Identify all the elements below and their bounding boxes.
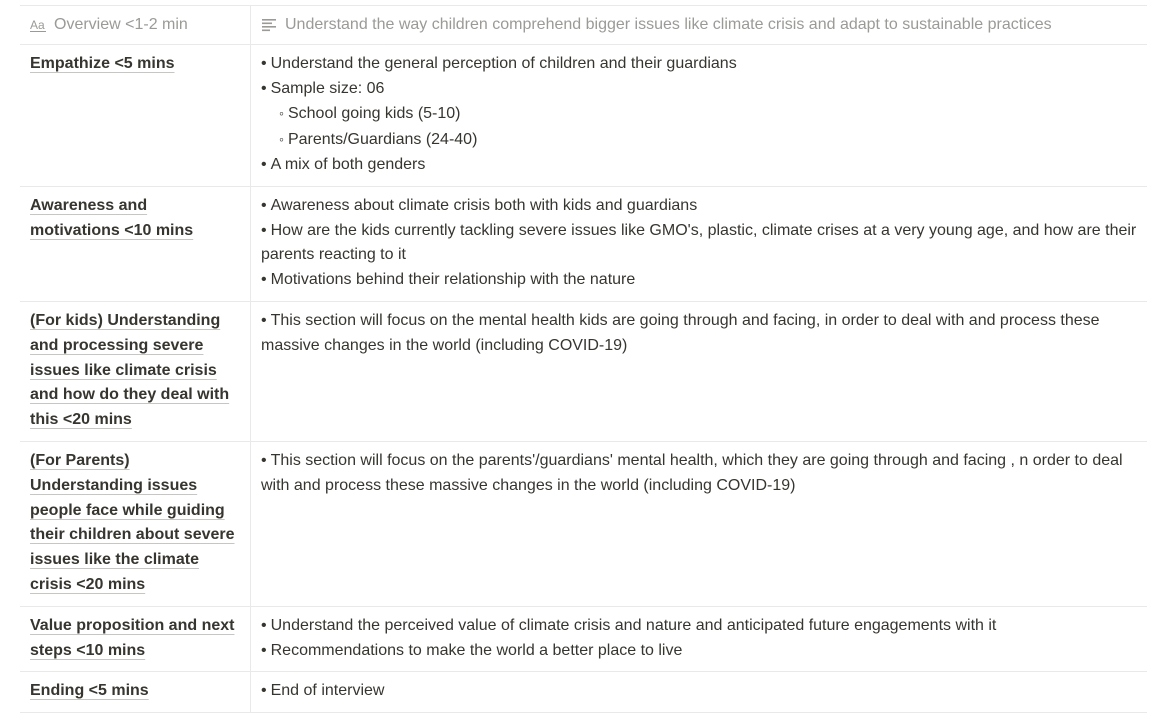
svg-text:Aa: Aa: [30, 18, 45, 33]
bullet-item: [261, 639, 1138, 664]
sub-bullet-item: [261, 101, 1138, 127]
bullet-text: School going kids (5-10): [287, 105, 461, 123]
bullet-item: [261, 77, 1138, 102]
column-header-label: Understand the way children comprehend bigger issues like climate crisis and adapt to sustainable practices: [285, 16, 1052, 33]
bullet-text: Sample size: 06: [270, 79, 385, 97]
bullet-text: Understand the perceived value of climate crisis and nature and anticipated future engagements with it: [270, 616, 997, 634]
column-header-label: Overview <1-2 min: [54, 16, 188, 33]
row-title-cell[interactable]: [20, 187, 251, 301]
table-row[interactable]: [20, 302, 1147, 442]
bullet-text: Motivations behind their relationship with the nature: [270, 271, 636, 289]
row-title-cell[interactable]: [20, 302, 251, 441]
row-title-cell[interactable]: [20, 442, 251, 606]
table-row[interactable]: [20, 672, 1147, 713]
bullet-text: End of interview: [270, 682, 385, 700]
bullet-item: [261, 449, 1138, 499]
row-title-link[interactable]: Empathize <5 mins: [30, 54, 175, 72]
bullet-item: [261, 268, 1138, 293]
row-description-cell[interactable]: [251, 45, 1147, 186]
row-description-cell[interactable]: [251, 672, 1147, 712]
sub-bullet-item: [261, 127, 1138, 153]
table-row[interactable]: [20, 45, 1147, 187]
row-description-cell[interactable]: [251, 187, 1147, 301]
bullet-text: This section will focus on the parents'/guardians' mental health, which they are going through and facing , n order to deal with and process these massive changes in the world (including COVID-19): [261, 451, 1123, 494]
bullet-text: A mix of both genders: [270, 155, 426, 173]
bullet-text: Recommendations to make the world a better place to live: [270, 641, 683, 659]
row-description-cell[interactable]: [251, 607, 1147, 672]
row-title-link[interactable]: Ending <5 mins: [30, 682, 149, 700]
table-row[interactable]: [20, 442, 1147, 607]
column-header-name[interactable]: [20, 6, 251, 44]
bullet-item: [261, 309, 1138, 359]
row-title-cell[interactable]: [20, 607, 251, 672]
row-title-link[interactable]: (For kids) Understanding and processing severe issues like climate crisis and how do they deal with this <20 mins: [30, 311, 230, 429]
bullet-item: [261, 194, 1138, 219]
bullet-text: Awareness about climate crisis both with kids and guardians: [270, 196, 698, 214]
row-title-link[interactable]: Awareness and motivations <10 mins: [30, 196, 194, 239]
row-description-cell[interactable]: [251, 442, 1147, 606]
title-aa-icon: [30, 17, 46, 33]
bullet-text: Parents/Guardians (24-40): [287, 131, 478, 149]
row-title-cell[interactable]: [20, 672, 251, 712]
table-row[interactable]: [20, 187, 1147, 302]
bullet-item: [261, 219, 1138, 269]
notion-table: [20, 5, 1147, 713]
row-description-cell[interactable]: [251, 302, 1147, 441]
bullet-item: [261, 614, 1138, 639]
text-lines-icon: [261, 17, 277, 33]
bullet-item: [261, 153, 1138, 178]
row-title-link[interactable]: Value proposition and next steps <10 mins: [30, 616, 235, 659]
row-title-cell[interactable]: [20, 45, 251, 186]
bullet-item: [261, 679, 1138, 704]
table-row[interactable]: [20, 607, 1147, 673]
column-header-description[interactable]: [251, 6, 1147, 44]
bullet-text: How are the kids currently tackling severe issues like GMO's, plastic, climate crises at a very young age, and how are their parents reacting to it: [261, 221, 1137, 264]
bullet-item: [261, 52, 1138, 77]
row-title-link[interactable]: (For Parents) Understanding issues people face while guiding their children about severe issues like the climate crisis <20 mins: [30, 451, 235, 593]
bullet-text: This section will focus on the mental health kids are going through and facing, in order to deal with and process these massive changes in the world (including COVID-19): [261, 311, 1100, 354]
bullet-text: Understand the general perception of children and their guardians: [270, 54, 737, 72]
table-header-row: [20, 6, 1147, 45]
